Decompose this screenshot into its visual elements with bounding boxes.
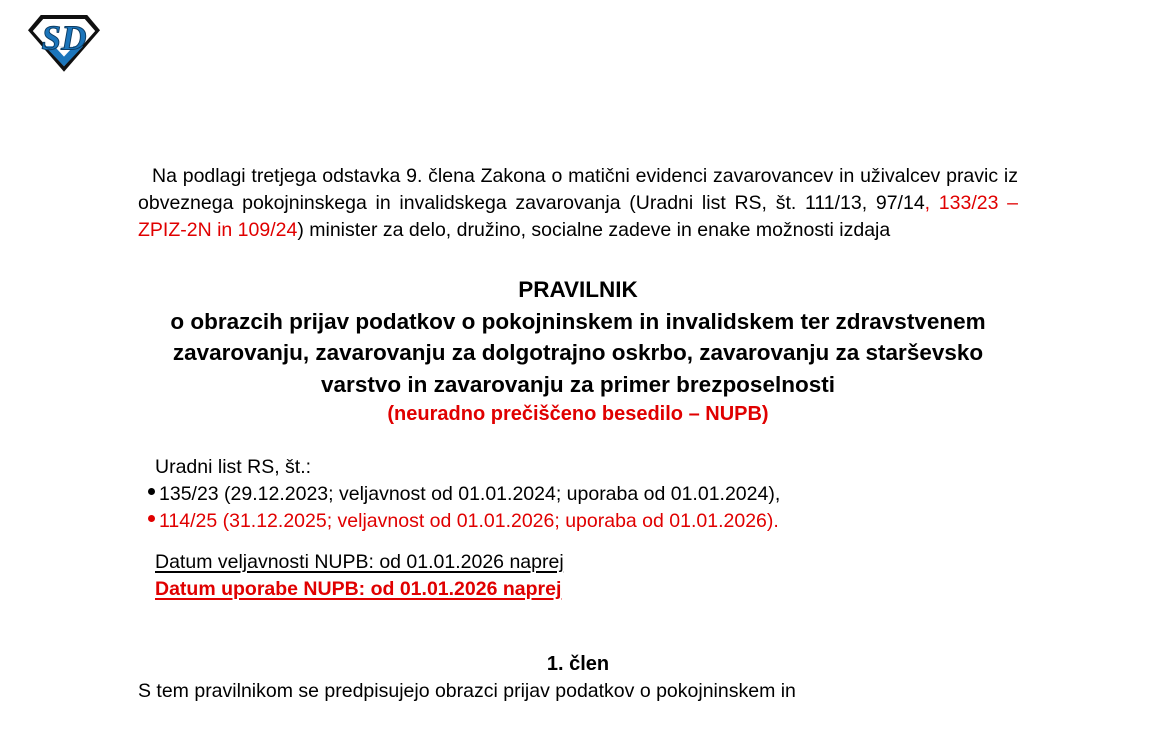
application-date-line: Datum uporabe NUPB: od 01.01.2026 naprej — [155, 578, 562, 600]
unofficial-consolidated-note: (neuradno prečiščeno besedilo – NUPB) — [387, 403, 769, 425]
intro-paragraph — [138, 163, 1018, 244]
sd-shield-logo — [24, 11, 104, 75]
intro-text-black-2: ) minister za delo, družino, socialne zadeve in enake možnosti izdaja — [297, 219, 891, 241]
bullet-icon — [148, 488, 155, 495]
article-1-body-clipped: S tem pravilnikom se predpisujejo obrazci prijav podatkov o pokojninskem in — [138, 680, 796, 702]
gazette-section — [138, 454, 1018, 535]
article-1-heading: 1. člen — [546, 653, 610, 675]
gazette-item-text: 114/25 (31.12.2025; veljavnost od 01.01.2026; uporaba od 01.01.2026). — [159, 510, 779, 532]
title-pravilnik: PRAVILNIK — [518, 277, 638, 302]
title-subject: o obrazcih prijav podatkov o pokojninskem in invalidskem ter zdravstvenem zavarovanju, zavarovanju za dolgotrajno oskrbo, zavarovanju za starševsko varstvo in zavarovanju za primer brezposelnosti — [170, 308, 986, 397]
validity-section — [138, 549, 1018, 603]
gazette-list — [138, 481, 1018, 535]
gazette-item-text: 135/23 (29.12.2023; veljavnost od 01.01.2024; uporaba od 01.01.2024), — [159, 483, 781, 505]
intro-text-black-1: Na podlagi tretjega odstavka 9. člena Zakona o matični evidenci zavarovancev in uživalcev pravic iz obveznega pokojninskega in invalidskega zavarovanja (Uradni list RS, št. 111/13, 97/14 — [138, 165, 1018, 214]
logo-letters: SD — [41, 18, 87, 58]
gazette-item-114-25 — [138, 508, 1018, 535]
gazette-item-135-23 — [138, 481, 1018, 508]
validity-date-line: Datum veljavnosti NUPB: od 01.01.2026 naprej — [155, 551, 564, 573]
intro-text-red-amendments: , 133/23 – ZPIZ-2N in 109/24 — [138, 192, 1018, 241]
gazette-heading: Uradni list RS, št.: — [155, 456, 312, 478]
bullet-icon — [148, 515, 155, 522]
document-content — [138, 163, 1018, 705]
document-title — [138, 274, 1018, 400]
